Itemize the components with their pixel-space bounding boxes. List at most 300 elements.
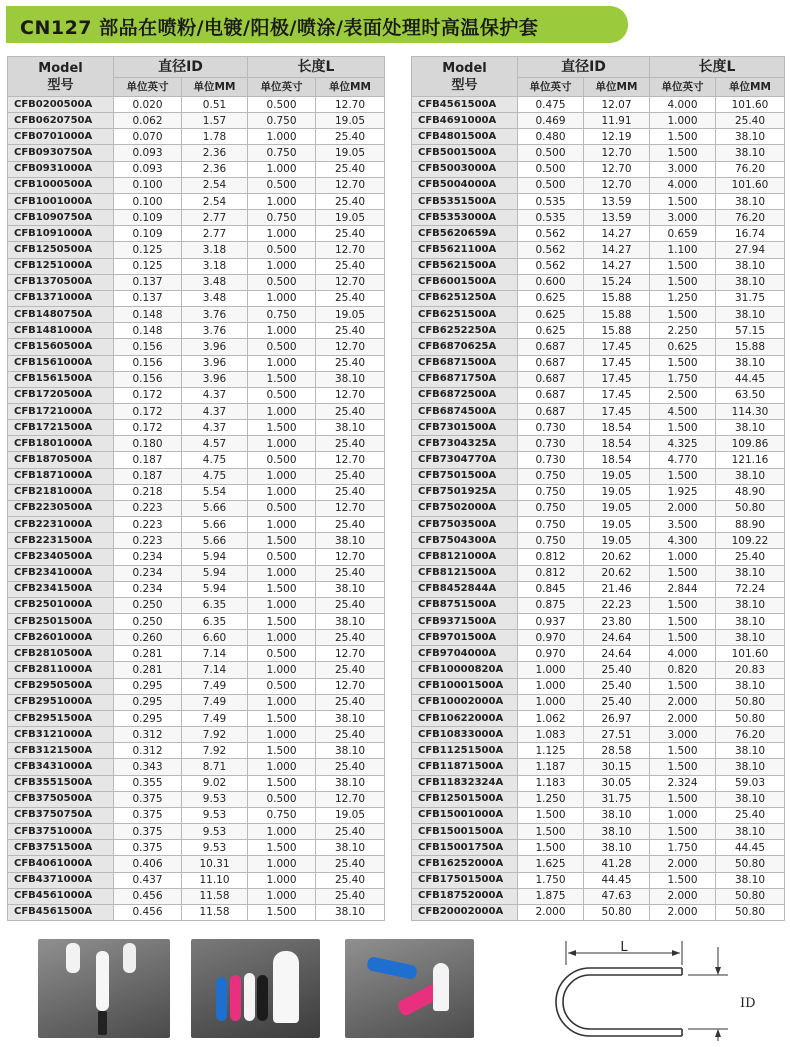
cap-image — [257, 975, 268, 1021]
length-inch-cell: 0.500 — [248, 387, 316, 403]
length-inch-cell: 0.750 — [248, 807, 316, 823]
length-mm-cell: 76.20 — [716, 161, 785, 177]
id-inch-cell: 0.093 — [114, 161, 182, 177]
id-mm-cell: 19.05 — [584, 484, 650, 500]
id-inch-cell: 1.875 — [518, 888, 584, 904]
id-inch-cell: 2.000 — [518, 904, 584, 920]
length-inch-cell: 1.000 — [248, 290, 316, 306]
table-row — [8, 452, 385, 468]
length-mm-cell: 50.80 — [716, 500, 785, 516]
model-cell: CFB3751000A — [8, 824, 114, 840]
length-mm-cell: 25.40 — [316, 436, 385, 452]
length-mm-cell: 25.40 — [316, 484, 385, 500]
length-inch-cell: 1.000 — [248, 129, 316, 145]
length-mm-cell: 19.05 — [316, 113, 385, 129]
length-mm-cell: 38.10 — [716, 129, 785, 145]
table-row — [8, 549, 385, 565]
table-row — [412, 452, 785, 468]
header-diameter: 直径ID — [114, 57, 248, 78]
id-mm-cell: 31.75 — [584, 791, 650, 807]
length-mm-cell: 12.70 — [316, 452, 385, 468]
model-cell: CFB1480750A — [8, 307, 114, 323]
id-inch-cell: 0.234 — [114, 549, 182, 565]
id-mm-cell: 9.53 — [182, 840, 248, 856]
length-mm-cell: 38.10 — [716, 193, 785, 209]
table-row — [412, 290, 785, 306]
table-row — [412, 226, 785, 242]
table-row — [8, 533, 385, 549]
header-length: 长度L — [248, 57, 385, 78]
model-cell: CFB0931000A — [8, 161, 114, 177]
id-inch-cell: 0.375 — [114, 824, 182, 840]
length-inch-cell: 2.250 — [650, 323, 716, 339]
table-body-right — [412, 97, 785, 921]
table-row — [8, 420, 385, 436]
id-inch-cell: 0.687 — [518, 403, 584, 419]
model-cell: CFB2231500A — [8, 533, 114, 549]
table-row — [8, 597, 385, 613]
length-mm-cell: 31.75 — [716, 290, 785, 306]
length-inch-cell: 3.500 — [650, 517, 716, 533]
model-cell: CFB4561500A — [8, 904, 114, 920]
id-inch-cell: 0.687 — [518, 371, 584, 387]
model-cell: CFB0930750A — [8, 145, 114, 161]
table-row — [8, 403, 385, 419]
model-cell: CFB20002000A — [412, 904, 518, 920]
table-row — [412, 436, 785, 452]
length-inch-cell: 1.100 — [650, 242, 716, 258]
id-mm-cell: 7.49 — [182, 678, 248, 694]
table-row — [8, 678, 385, 694]
id-mm-cell: 12.70 — [584, 161, 650, 177]
model-cell: CFB7502000A — [412, 500, 518, 516]
id-inch-cell: 1.500 — [518, 840, 584, 856]
id-inch-cell: 0.148 — [114, 323, 182, 339]
model-cell: CFB7304325A — [412, 436, 518, 452]
id-mm-cell: 15.88 — [584, 290, 650, 306]
id-inch-cell: 0.172 — [114, 420, 182, 436]
id-inch-cell: 1.000 — [518, 694, 584, 710]
model-cell: CFB11251500A — [412, 743, 518, 759]
length-mm-cell: 25.40 — [316, 290, 385, 306]
id-inch-cell: 0.562 — [518, 226, 584, 242]
length-inch-cell: 4.770 — [650, 452, 716, 468]
length-inch-cell: 1.000 — [248, 565, 316, 581]
table-row — [412, 743, 785, 759]
id-inch-cell: 1.062 — [518, 710, 584, 726]
length-inch-cell: 4.300 — [650, 533, 716, 549]
id-inch-cell: 0.562 — [518, 242, 584, 258]
model-cell: CFB2950500A — [8, 678, 114, 694]
id-mm-cell: 3.18 — [182, 242, 248, 258]
length-inch-cell: 0.500 — [248, 274, 316, 290]
id-mm-cell: 14.27 — [584, 226, 650, 242]
length-mm-cell: 12.70 — [316, 242, 385, 258]
model-cell: CFB2951500A — [8, 710, 114, 726]
length-inch-cell: 2.000 — [650, 710, 716, 726]
dimension-drawing — [530, 935, 785, 1043]
id-mm-cell: 12.07 — [584, 97, 650, 113]
model-cell: CFB2230500A — [8, 500, 114, 516]
table-body-left — [8, 97, 385, 921]
model-cell: CFB6872500A — [412, 387, 518, 403]
length-mm-cell: 38.10 — [716, 630, 785, 646]
table-row — [412, 759, 785, 775]
id-mm-cell: 7.49 — [182, 710, 248, 726]
length-inch-cell: 0.500 — [248, 339, 316, 355]
model-cell: CFB2181000A — [8, 484, 114, 500]
product-photo-color-caps — [191, 939, 320, 1038]
id-inch-cell: 0.625 — [518, 290, 584, 306]
id-mm-cell: 9.53 — [182, 791, 248, 807]
model-cell: CFB1720500A — [8, 387, 114, 403]
id-mm-cell: 3.96 — [182, 371, 248, 387]
id-mm-cell: 30.05 — [584, 775, 650, 791]
id-inch-cell: 0.687 — [518, 387, 584, 403]
id-inch-cell: 0.970 — [518, 646, 584, 662]
length-mm-cell: 121.16 — [716, 452, 785, 468]
length-inch-cell: 1.000 — [248, 323, 316, 339]
id-mm-cell: 11.10 — [182, 872, 248, 888]
id-mm-cell: 38.10 — [584, 840, 650, 856]
model-cell: CFB10622000A — [412, 710, 518, 726]
id-mm-cell: 17.45 — [584, 355, 650, 371]
table-row — [8, 646, 385, 662]
id-inch-cell: 0.475 — [518, 97, 584, 113]
length-mm-cell: 88.90 — [716, 517, 785, 533]
id-mm-cell: 27.51 — [584, 727, 650, 743]
model-cell: CFB12501500A — [412, 791, 518, 807]
id-mm-cell: 2.36 — [182, 145, 248, 161]
page-title: CN127 部品在喷粉/电镀/阳极/喷涂/表面处理时高温保护套 — [20, 17, 539, 39]
id-mm-cell: 15.88 — [584, 307, 650, 323]
table-row — [412, 630, 785, 646]
table-row — [8, 694, 385, 710]
header-len-mm: 单位MM — [716, 78, 785, 97]
id-mm-cell: 17.45 — [584, 403, 650, 419]
length-inch-cell: 1.000 — [248, 630, 316, 646]
length-inch-cell: 1.000 — [248, 436, 316, 452]
product-photo-white-caps — [38, 939, 170, 1038]
product-photo-mixed-caps — [345, 939, 474, 1038]
table-row — [8, 727, 385, 743]
cap-image — [366, 956, 418, 980]
model-cell: CFB10000820A — [412, 662, 518, 678]
id-inch-cell: 0.625 — [518, 307, 584, 323]
length-mm-cell: 50.80 — [716, 904, 785, 920]
length-mm-cell: 12.70 — [316, 177, 385, 193]
length-mm-cell: 25.40 — [316, 258, 385, 274]
model-cell: CFB1090750A — [8, 210, 114, 226]
length-mm-cell: 38.10 — [716, 565, 785, 581]
id-mm-cell: 24.64 — [584, 630, 650, 646]
length-inch-cell: 3.000 — [650, 727, 716, 743]
length-mm-cell: 38.10 — [716, 678, 785, 694]
length-inch-cell: 4.000 — [650, 646, 716, 662]
length-inch-cell: 1.500 — [650, 791, 716, 807]
table-row — [412, 775, 785, 791]
id-inch-cell: 0.625 — [518, 323, 584, 339]
table-row — [412, 565, 785, 581]
table-row — [8, 662, 385, 678]
table-row — [412, 872, 785, 888]
length-mm-cell: 38.10 — [716, 274, 785, 290]
length-inch-cell: 2.844 — [650, 581, 716, 597]
length-inch-cell: 1.000 — [248, 824, 316, 840]
id-inch-cell: 0.687 — [518, 355, 584, 371]
model-cell: CFB1001000A — [8, 193, 114, 209]
length-mm-cell: 25.40 — [316, 161, 385, 177]
id-mm-cell: 25.40 — [584, 678, 650, 694]
table-row — [8, 517, 385, 533]
length-mm-cell: 109.22 — [716, 533, 785, 549]
model-cell: CFB1721500A — [8, 420, 114, 436]
id-inch-cell: 0.070 — [114, 129, 182, 145]
id-mm-cell: 47.63 — [584, 888, 650, 904]
length-mm-cell: 38.10 — [716, 614, 785, 630]
header-len-inch: 单位英寸 — [248, 78, 316, 97]
id-mm-cell: 14.27 — [584, 258, 650, 274]
table-row — [8, 161, 385, 177]
table-row — [412, 387, 785, 403]
length-mm-cell: 38.10 — [716, 872, 785, 888]
length-mm-cell: 25.40 — [316, 727, 385, 743]
table-row — [8, 226, 385, 242]
model-cell: CFB8751500A — [412, 597, 518, 613]
table-row — [8, 581, 385, 597]
id-mm-cell: 3.96 — [182, 339, 248, 355]
length-label: L — [620, 940, 628, 955]
spec-table-right — [411, 56, 785, 921]
length-inch-cell: 1.500 — [650, 274, 716, 290]
id-mm-cell: 4.75 — [182, 452, 248, 468]
cap-image — [216, 977, 227, 1021]
model-cell: CFB7301500A — [412, 420, 518, 436]
header-model: Model 型号 — [412, 57, 518, 97]
id-inch-cell: 0.125 — [114, 242, 182, 258]
length-mm-cell: 38.10 — [716, 258, 785, 274]
table-row — [8, 468, 385, 484]
id-mm-cell: 21.46 — [584, 581, 650, 597]
length-mm-cell: 57.15 — [716, 323, 785, 339]
table-row — [8, 371, 385, 387]
model-cell: CFB2341500A — [8, 581, 114, 597]
id-inch-cell: 0.343 — [114, 759, 182, 775]
id-inch-cell: 0.109 — [114, 210, 182, 226]
length-inch-cell: 4.500 — [650, 403, 716, 419]
table-row — [8, 840, 385, 856]
cap-image — [230, 975, 241, 1021]
table-row — [412, 371, 785, 387]
length-inch-cell: 1.500 — [650, 872, 716, 888]
header-id-mm: 单位MM — [584, 78, 650, 97]
model-cell: CFB6252250A — [412, 323, 518, 339]
length-mm-cell: 25.40 — [316, 597, 385, 613]
bolt-image — [98, 1011, 107, 1035]
id-mm-cell: 12.19 — [584, 129, 650, 145]
model-cell: CFB8452844A — [412, 581, 518, 597]
table-row — [412, 468, 785, 484]
table-row — [412, 323, 785, 339]
id-inch-cell: 1.625 — [518, 856, 584, 872]
length-mm-cell: 25.40 — [316, 129, 385, 145]
model-cell: CFB4061000A — [8, 856, 114, 872]
table-row — [412, 161, 785, 177]
length-inch-cell: 1.500 — [650, 468, 716, 484]
id-mm-cell: 11.58 — [182, 904, 248, 920]
id-inch-cell: 0.180 — [114, 436, 182, 452]
length-mm-cell: 12.70 — [316, 339, 385, 355]
id-inch-cell: 0.875 — [518, 597, 584, 613]
length-inch-cell: 1.000 — [248, 258, 316, 274]
length-mm-cell: 59.03 — [716, 775, 785, 791]
id-inch-cell: 0.295 — [114, 678, 182, 694]
length-mm-cell: 25.40 — [316, 888, 385, 904]
table-row — [8, 258, 385, 274]
length-inch-cell: 1.500 — [650, 355, 716, 371]
length-inch-cell: 1.500 — [650, 258, 716, 274]
length-mm-cell: 101.60 — [716, 97, 785, 113]
id-inch-cell: 0.750 — [518, 500, 584, 516]
id-inch-cell: 0.137 — [114, 290, 182, 306]
id-inch-cell: 0.562 — [518, 258, 584, 274]
length-inch-cell: 1.000 — [248, 727, 316, 743]
id-mm-cell: 17.45 — [584, 387, 650, 403]
length-mm-cell: 38.10 — [716, 355, 785, 371]
id-mm-cell: 30.15 — [584, 759, 650, 775]
length-inch-cell: 0.500 — [248, 678, 316, 694]
table-row — [8, 614, 385, 630]
table-row — [412, 791, 785, 807]
length-mm-cell: 19.05 — [316, 807, 385, 823]
id-mm-cell: 7.92 — [182, 743, 248, 759]
id-inch-cell: 0.218 — [114, 484, 182, 500]
table-row — [412, 145, 785, 161]
id-inch-cell: 0.312 — [114, 727, 182, 743]
length-mm-cell: 38.10 — [716, 791, 785, 807]
model-cell: CFB9371500A — [412, 614, 518, 630]
length-inch-cell: 2.000 — [650, 904, 716, 920]
length-mm-cell: 109.86 — [716, 436, 785, 452]
cap-image — [244, 973, 255, 1021]
id-mm-cell: 41.28 — [584, 856, 650, 872]
length-mm-cell: 25.40 — [716, 549, 785, 565]
length-mm-cell: 72.24 — [716, 581, 785, 597]
table-row — [412, 113, 785, 129]
table-row — [412, 210, 785, 226]
id-inch-cell: 0.500 — [518, 177, 584, 193]
model-cell: CFB1370500A — [8, 274, 114, 290]
length-inch-cell: 1.000 — [248, 403, 316, 419]
id-inch-cell: 0.295 — [114, 710, 182, 726]
id-mm-cell: 5.66 — [182, 500, 248, 516]
length-inch-cell: 2.000 — [650, 694, 716, 710]
length-mm-cell: 25.40 — [316, 517, 385, 533]
length-inch-cell: 1.000 — [248, 856, 316, 872]
id-mm-cell: 5.94 — [182, 565, 248, 581]
id-inch-cell: 0.295 — [114, 694, 182, 710]
table-row — [8, 355, 385, 371]
id-mm-cell: 6.35 — [182, 597, 248, 613]
id-mm-cell: 9.53 — [182, 824, 248, 840]
length-mm-cell: 25.40 — [316, 856, 385, 872]
length-mm-cell: 12.70 — [316, 97, 385, 113]
table-row — [412, 484, 785, 500]
length-inch-cell: 1.925 — [650, 484, 716, 500]
table-row — [8, 113, 385, 129]
id-mm-cell: 23.80 — [584, 614, 650, 630]
length-inch-cell: 1.000 — [248, 193, 316, 209]
diameter-label: ID — [740, 996, 756, 1011]
table-row — [8, 872, 385, 888]
id-mm-cell: 20.62 — [584, 565, 650, 581]
model-cell: CFB6871500A — [412, 355, 518, 371]
model-cell: CFB2601000A — [8, 630, 114, 646]
id-mm-cell: 7.92 — [182, 727, 248, 743]
id-inch-cell: 0.093 — [114, 145, 182, 161]
cap-image — [123, 943, 136, 973]
model-cell: CFB3750500A — [8, 791, 114, 807]
model-cell: CFB1371000A — [8, 290, 114, 306]
id-inch-cell: 0.281 — [114, 646, 182, 662]
model-cell: CFB6001500A — [412, 274, 518, 290]
length-mm-cell: 19.05 — [316, 210, 385, 226]
id-inch-cell: 0.456 — [114, 904, 182, 920]
id-mm-cell: 38.10 — [584, 807, 650, 823]
length-inch-cell: 1.750 — [650, 840, 716, 856]
id-inch-cell: 0.500 — [518, 161, 584, 177]
table-row — [412, 678, 785, 694]
table-row — [412, 888, 785, 904]
length-inch-cell: 1.000 — [248, 888, 316, 904]
table-row — [412, 662, 785, 678]
model-cell: CFB4801500A — [412, 129, 518, 145]
length-inch-cell: 1.000 — [248, 484, 316, 500]
table-row — [412, 193, 785, 209]
id-inch-cell: 0.750 — [518, 533, 584, 549]
id-inch-cell: 0.355 — [114, 775, 182, 791]
id-inch-cell: 1.000 — [518, 678, 584, 694]
table-row — [412, 97, 785, 113]
length-mm-cell: 114.30 — [716, 403, 785, 419]
table-row — [412, 420, 785, 436]
id-inch-cell: 0.223 — [114, 500, 182, 516]
id-mm-cell: 4.37 — [182, 403, 248, 419]
id-inch-cell: 0.469 — [518, 113, 584, 129]
length-mm-cell: 38.10 — [316, 743, 385, 759]
id-inch-cell: 0.687 — [518, 339, 584, 355]
length-inch-cell: 1.000 — [248, 597, 316, 613]
length-inch-cell: 1.500 — [650, 420, 716, 436]
length-mm-cell: 25.40 — [316, 565, 385, 581]
id-mm-cell: 11.58 — [182, 888, 248, 904]
model-cell: CFB6874500A — [412, 403, 518, 419]
length-mm-cell: 25.40 — [716, 807, 785, 823]
table-row — [412, 274, 785, 290]
id-inch-cell: 0.172 — [114, 387, 182, 403]
id-mm-cell: 1.78 — [182, 129, 248, 145]
length-inch-cell: 1.000 — [248, 759, 316, 775]
model-cell: CFB7501925A — [412, 484, 518, 500]
model-cell: CFB4371000A — [8, 872, 114, 888]
id-mm-cell: 15.88 — [584, 323, 650, 339]
id-inch-cell: 0.020 — [114, 97, 182, 113]
id-inch-cell: 0.187 — [114, 452, 182, 468]
length-mm-cell: 25.40 — [316, 630, 385, 646]
model-cell: CFB3751500A — [8, 840, 114, 856]
model-cell: CFB9704000A — [412, 646, 518, 662]
table-row — [412, 694, 785, 710]
